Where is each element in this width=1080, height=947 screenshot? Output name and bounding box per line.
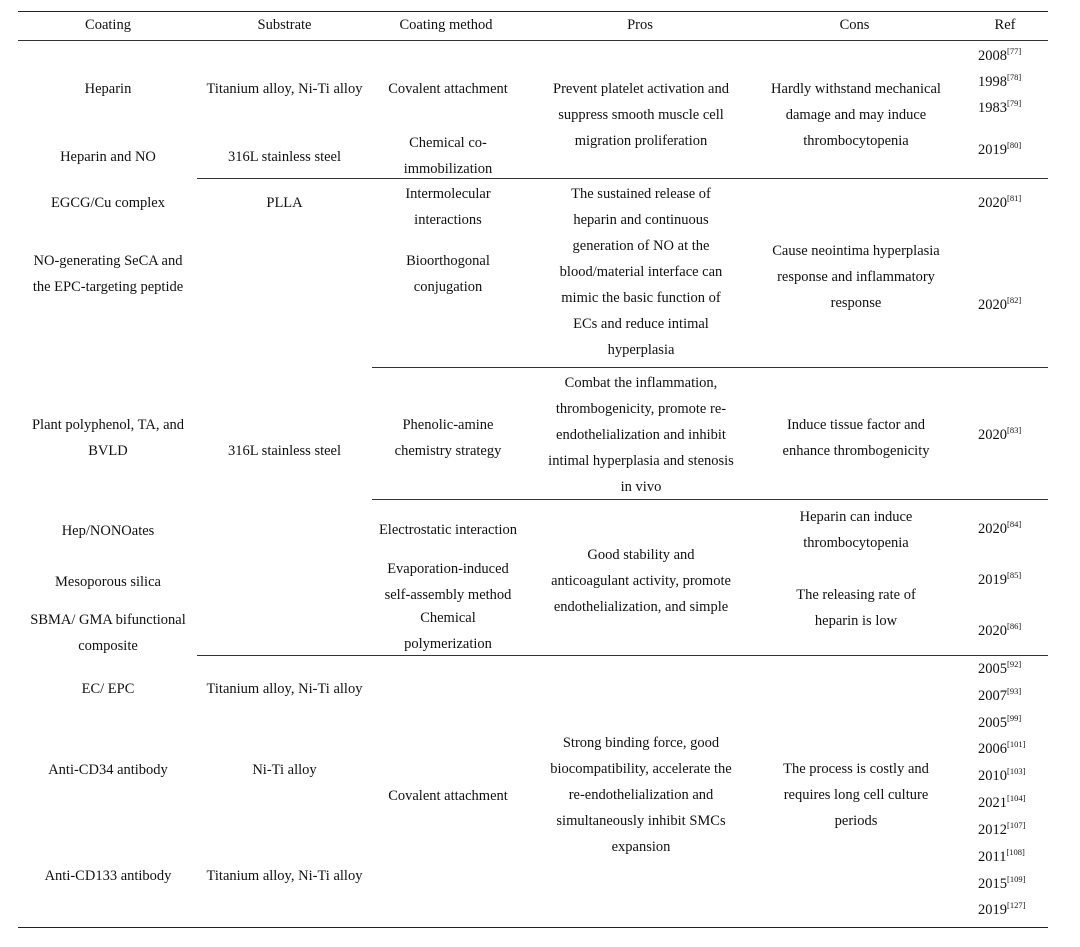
pros-cell — [530, 76, 752, 154]
cell-text: Plant polyphenol, TA, and — [31, 417, 185, 433]
ref-entry — [978, 847, 1048, 867]
cell-text: simultaneously inhibit SMCs — [556, 813, 726, 829]
cell-text: Mesoporous silica — [55, 574, 161, 590]
cell-text: interactions — [414, 212, 482, 228]
ref-entry — [978, 713, 1048, 733]
cell-text: Combat the inflammation, — [564, 375, 718, 391]
cell-text: immobilization — [403, 161, 493, 177]
row-divider — [372, 367, 1048, 368]
method-cell — [372, 248, 524, 300]
ref-year: 2020 — [978, 195, 1007, 211]
cell-text: NO-generating SeCA and — [33, 253, 183, 269]
ref-entry — [978, 686, 1048, 706]
cell-text: Ni-Ti alloy — [252, 762, 317, 778]
ref-year: 2019 — [978, 142, 1007, 158]
method-cell — [372, 605, 524, 657]
ref-year: 2010 — [978, 768, 1007, 784]
cons-cell — [752, 504, 960, 556]
ref-citation: [108] — [1006, 847, 1025, 857]
cell-text: Good stability and — [587, 547, 695, 563]
ref-citation: [109] — [1007, 874, 1026, 884]
ref-year: 2012 — [978, 822, 1007, 838]
substrate-cell — [197, 863, 372, 889]
cell-text: Hep/NONOates — [61, 523, 155, 539]
ref-citation: [92] — [1007, 659, 1022, 669]
cell-text: EGCG/Cu complex — [51, 195, 165, 211]
ref-year: 2020 — [978, 521, 1007, 537]
cell-text: Bioorthogonal — [406, 253, 490, 269]
row-divider — [197, 178, 1048, 179]
cell-text: The sustained release of — [571, 186, 711, 202]
pros-cell — [530, 542, 752, 620]
table-top-rule — [18, 11, 1048, 12]
cell-text: anticoagulant activity, promote — [551, 573, 731, 589]
cell-text: heparin and continuous — [573, 212, 709, 228]
cell-text: thrombocytopenia — [803, 133, 909, 149]
cell-text: 316L stainless steel — [227, 443, 342, 459]
method-cell — [372, 181, 524, 233]
ref-year: 2007 — [978, 688, 1007, 704]
ref-citation: [101] — [1007, 739, 1026, 749]
cell-text: BVLD — [88, 443, 128, 459]
cell-text: response — [830, 295, 882, 311]
cell-text: migration proliferation — [574, 133, 708, 149]
header-substrate: Substrate — [257, 17, 312, 33]
cell-text: generation of NO at the — [572, 238, 710, 254]
cell-text: The releasing rate of — [796, 587, 916, 603]
cell-text: hyperplasia — [607, 342, 675, 358]
substrate-cell — [197, 757, 372, 783]
cell-text: Evaporation-induced — [387, 561, 509, 577]
substrate-cell — [197, 438, 372, 464]
header-pros: Pros — [627, 17, 653, 33]
cell-text: Cause neointima hyperplasia — [772, 243, 940, 259]
ref-year: 1998 — [978, 74, 1007, 90]
cell-text: Heparin can induce — [799, 509, 913, 525]
ref-entry — [978, 295, 1048, 315]
ref-entry — [978, 519, 1048, 539]
cell-text: Hardly withstand mechanical — [771, 81, 941, 97]
cell-text: Strong binding force, good — [562, 735, 720, 751]
cell-text: Anti-CD133 antibody — [44, 868, 172, 884]
row-divider — [197, 655, 1048, 656]
ref-entry — [978, 659, 1048, 679]
ref-entry — [978, 739, 1048, 759]
ref-entry — [978, 72, 1048, 92]
header-cons: Cons — [839, 17, 870, 33]
cell-text: periods — [834, 813, 878, 829]
ref-citation: [81] — [1007, 193, 1022, 203]
ref-citation: [83] — [1007, 425, 1022, 435]
cell-text: PLLA — [266, 195, 303, 211]
ref-entry — [978, 570, 1048, 590]
cell-text: enhance thrombogenicity — [782, 443, 930, 459]
ref-citation: [78] — [1007, 72, 1022, 82]
cell-text: Chemical — [420, 610, 476, 626]
cell-text: Prevent platelet activation and — [553, 81, 729, 97]
ref-year: 2006 — [978, 741, 1007, 757]
method-cell — [372, 783, 524, 809]
ref-year: 2020 — [978, 297, 1007, 313]
coating-cell — [18, 76, 198, 102]
cell-text: the EPC-targeting peptide — [32, 279, 184, 295]
ref-citation: [79] — [1007, 98, 1022, 108]
ref-entry — [978, 98, 1048, 118]
cell-text: expansion — [611, 839, 671, 855]
cell-text: biocompatibility, accelerate the — [550, 761, 732, 777]
ref-citation: [93] — [1007, 686, 1022, 696]
cell-text: in vivo — [620, 479, 662, 495]
substrate-cell — [197, 190, 372, 216]
cell-text: conjugation — [413, 279, 483, 295]
ref-citation: [103] — [1007, 766, 1026, 776]
cell-text: Covalent attachment — [388, 788, 508, 804]
ref-entry — [978, 425, 1048, 445]
cell-text: thrombocytopenia — [803, 535, 909, 551]
ref-year: 2019 — [978, 572, 1007, 588]
cell-text: Anti-CD34 antibody — [48, 762, 168, 778]
cell-text: 316L stainless steel — [227, 149, 342, 165]
coating-cell — [18, 144, 198, 170]
ref-citation: [80] — [1007, 140, 1022, 150]
ref-year: 2005 — [978, 715, 1007, 731]
ref-entry — [978, 793, 1048, 813]
cell-text: Intermolecular — [405, 186, 491, 202]
ref-entry — [978, 766, 1048, 786]
ref-citation: [77] — [1007, 46, 1022, 56]
cell-text: intimal hyperplasia and stenosis — [548, 453, 734, 469]
method-cell — [372, 517, 524, 543]
cell-text: Covalent attachment — [388, 81, 508, 97]
cell-text: endothelialization, and simple — [553, 599, 729, 615]
cons-cell — [752, 76, 960, 154]
cons-cell — [752, 238, 960, 316]
ref-entry — [978, 900, 1048, 920]
header-ref: Ref — [994, 17, 1016, 33]
ref-citation: [82] — [1007, 295, 1022, 305]
table-bottom-rule — [18, 927, 1048, 928]
ref-year: 2020 — [978, 623, 1007, 639]
ref-citation: [86] — [1007, 621, 1022, 631]
ref-year: 2011 — [978, 849, 1007, 865]
cell-text: Phenolic-amine — [402, 417, 494, 433]
cons-cell — [752, 756, 960, 834]
coating-cell — [18, 518, 198, 544]
cell-text: Induce tissue factor and — [786, 417, 926, 433]
coating-cell — [18, 757, 198, 783]
ref-citation: [85] — [1007, 570, 1022, 580]
ref-entry — [978, 874, 1048, 894]
cell-text: EC/ EPC — [81, 681, 135, 697]
cell-text: composite — [78, 638, 138, 654]
ref-year: 2015 — [978, 876, 1007, 892]
coating-cell — [18, 676, 198, 702]
ref-citation: [104] — [1007, 793, 1026, 803]
method-cell — [372, 556, 524, 608]
ref-year: 2008 — [978, 48, 1007, 64]
ref-entry — [978, 193, 1048, 213]
cell-text: Heparin — [84, 81, 132, 97]
cell-text: Titanium alloy, Ni-Ti alloy — [206, 868, 363, 884]
cell-text: suppress smooth muscle cell — [558, 107, 724, 123]
cell-text: ECs and reduce intimal — [573, 316, 709, 332]
header-coating: Coating — [85, 17, 131, 33]
method-cell — [372, 412, 524, 464]
coating-cell — [18, 190, 198, 216]
cell-text: polymerization — [404, 636, 492, 652]
cell-text: thrombogenicity, promote re- — [555, 401, 727, 417]
cell-text: damage and may induce — [785, 107, 927, 123]
substrate-cell — [197, 76, 372, 102]
cell-text: blood/material interface can — [559, 264, 723, 280]
ref-citation: [127] — [1007, 900, 1026, 910]
cell-text: SBMA/ GMA bifunctional — [30, 612, 186, 628]
ref-year: 2005 — [978, 661, 1007, 677]
ref-year: 1983 — [978, 100, 1007, 116]
coating-cell — [18, 248, 198, 300]
ref-citation: [107] — [1007, 820, 1026, 830]
ref-year: 2021 — [978, 795, 1007, 811]
header-coating-method: Coating method — [399, 17, 493, 33]
cell-text: response and inflammatory — [777, 269, 935, 285]
cell-text: Electrostatic interaction — [378, 522, 518, 538]
cell-text: requires long cell culture — [783, 787, 929, 803]
cons-cell — [752, 582, 960, 634]
pros-cell — [530, 181, 752, 363]
header-rule — [18, 40, 1048, 41]
ref-entry — [978, 46, 1048, 66]
ref-entry — [978, 140, 1048, 160]
ref-year: 2019 — [978, 902, 1007, 918]
cell-text: Chemical co- — [409, 135, 487, 151]
cons-cell — [752, 412, 960, 464]
cell-text: Heparin and NO — [60, 149, 156, 165]
cell-text: chemistry strategy — [394, 443, 502, 459]
substrate-cell — [197, 676, 372, 702]
cell-text: endothelialization and inhibit — [556, 427, 726, 443]
coating-cell — [18, 607, 198, 659]
ref-entry — [978, 621, 1048, 641]
ref-entry — [978, 820, 1048, 840]
ref-year: 2020 — [978, 427, 1007, 443]
method-cell — [372, 130, 524, 182]
pros-cell — [530, 370, 752, 500]
cell-text: re-endothelialization and — [568, 787, 714, 803]
ref-citation: [99] — [1007, 713, 1022, 723]
substrate-cell — [197, 144, 372, 170]
method-cell — [372, 76, 524, 102]
cell-text: self-assembly method — [384, 587, 512, 603]
ref-citation: [84] — [1007, 519, 1022, 529]
cell-text: The process is costly and — [783, 761, 929, 777]
coating-cell — [18, 412, 198, 464]
cell-text: heparin is low — [814, 613, 898, 629]
coating-cell — [18, 863, 198, 889]
coating-cell — [18, 569, 198, 595]
cell-text: mimic the basic function of — [561, 290, 721, 306]
pros-cell — [530, 730, 752, 860]
cell-text: Titanium alloy, Ni-Ti alloy — [206, 681, 363, 697]
cell-text: Titanium alloy, Ni-Ti alloy — [206, 81, 363, 97]
